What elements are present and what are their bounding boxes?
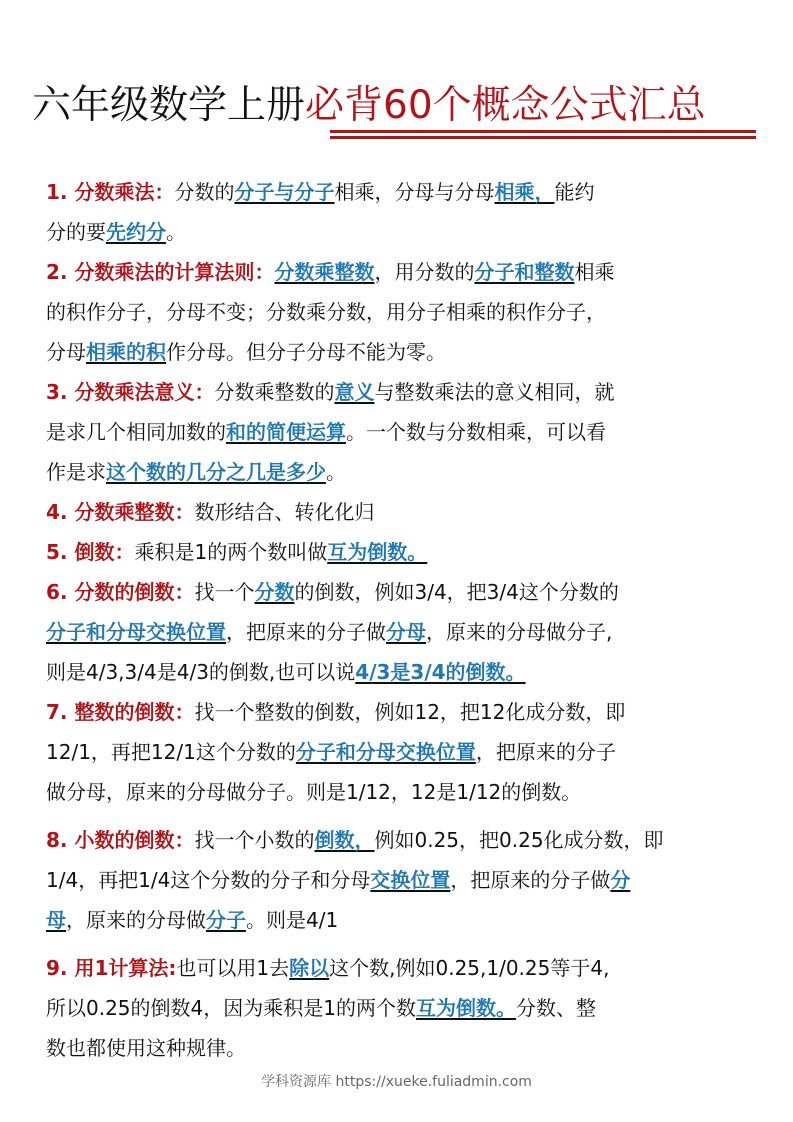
body-text: 的积作分子，分母不变；分数乘分数，用分子相乘的积作分子， [46,300,606,324]
body-text: 的倒数，例如3/4，把3/4这个分数的 [294,580,619,604]
body-text: 分母 [46,340,86,364]
concept-item [46,532,771,572]
page-title [32,78,706,134]
body-text: 能约 [554,180,595,204]
body-text: 作是求 [46,460,106,484]
concept-line [46,1028,771,1068]
key-term: 相乘的积 [86,340,166,364]
concept-line [46,452,771,492]
key-term: 4/3是3/4的倒数。 [355,660,526,684]
key-term: 分 [610,868,631,892]
body-text: 12/1，再把12/1这个分数的 [46,740,296,764]
concept-item [46,372,771,492]
key-term: 这个数的几分之几是多少 [106,460,326,484]
concept-item [46,572,771,692]
key-term: 分母 [386,620,426,644]
concept-line [46,692,771,732]
concept-item [46,252,771,372]
concept-item [46,692,771,820]
body-text: 找一个整数的倒数，例如12，把12化成分数，即 [194,700,626,724]
body-text: 例如0.25，把0.25化成分数，即 [374,828,664,852]
spacer [46,812,771,820]
body-text: 数形结合、转化化归 [194,500,375,524]
concept-line [46,332,771,372]
key-term: 分子和整数 [474,260,575,284]
concept-line [46,612,771,652]
body-text: 相乘，分母与分母 [334,180,495,204]
concept-line [46,412,771,452]
concept-list [46,172,771,1068]
concept-line [46,372,771,412]
concept-heading: 8. 小数的倒数： [46,828,195,852]
concept-line [46,292,771,332]
concept-line [46,860,771,900]
body-text: 与整数乘法的意义相同，就 [374,380,615,404]
body-text: 则是4/3,3/4是4/3的倒数,也可以说 [46,660,356,684]
body-text: 。一个数与分数相乘，可以看 [346,420,606,444]
key-term: 分子和分母交换位置 [295,740,476,764]
concept-line [46,172,771,212]
concept-heading: 3. 分数乘法意义： [46,380,215,404]
concept-item [46,492,771,532]
body-text: 找一个小数的 [194,828,315,852]
concept-line [46,820,771,860]
title-double-underline [330,130,756,139]
body-text: 。 [326,460,346,484]
body-text: 分数乘整数的 [214,380,335,404]
body-text: ，原来的分母做分子, [426,620,613,644]
body-text: 分数的 [174,180,235,204]
concept-line [46,732,771,772]
concept-heading: 2. 分数乘法的计算法则： [46,260,275,284]
key-term: 互为倒数。 [415,996,516,1020]
key-term: 先约分 [106,220,166,244]
concept-line [46,948,771,988]
concept-item [46,948,771,1068]
key-term: 分数乘整数 [274,260,375,284]
key-term: 分子与分子 [234,180,335,204]
body-text: ，把原来的分子 [475,740,616,764]
concept-heading: 6. 分数的倒数： [46,580,195,604]
body-text: ，用分数的 [374,260,475,284]
concept-item [46,820,771,948]
body-text: 也可以用1去 [176,956,290,980]
concept-line [46,572,771,612]
body-text: 1/4，再把1/4这个分数的分子和分母 [46,868,371,892]
body-text: 数也都使用这种规律。 [46,1036,246,1060]
key-term: 意义 [334,380,375,404]
concept-line [46,900,771,940]
concept-line [46,252,771,292]
concept-line [46,492,771,532]
underline-bottom [330,136,756,139]
concept-line [46,652,771,692]
body-text: 做分母，原来的分母做分子。则是1/12，12是1/12的倒数。 [46,780,582,804]
title-grade-part: 六年级数学上册 [32,83,306,128]
key-term: 相乘， [494,180,555,204]
key-term: 分子和分母交换位置 [46,620,226,644]
concept-line [46,772,771,812]
concept-heading: 5. 倒数： [46,540,135,564]
key-term: 分数 [254,580,295,604]
key-term: 倒数， [314,828,375,852]
concept-heading: 7. 整数的倒数： [46,700,195,724]
concept-line [46,212,771,252]
body-text: 。 [166,220,186,244]
body-text: 。则是4/1 [246,908,339,932]
body-text: 所以0.25的倒数4，因为乘积是1的两个数 [46,996,416,1020]
body-text: 相乘 [574,260,615,284]
body-text: 这个数,例如0.25,1/0.25等于4, [329,956,610,980]
underline-top [330,130,756,133]
footer-watermark: 学科资源库 https://xueke.fuliadmin.com [261,1074,532,1090]
body-text: 分数、整 [515,996,596,1020]
body-text: 作分母。但分子分母不能为零。 [166,340,446,364]
concept-line [46,532,771,572]
body-text: 找一个 [194,580,255,604]
body-text: 乘积是1的两个数叫做 [134,540,328,564]
body-text: ，把原来的分子做 [226,620,386,644]
body-text: ，原来的分母做 [66,908,206,932]
key-term: 分子 [206,908,246,932]
concept-heading: 4. 分数乘整数： [46,500,195,524]
body-text: 是求几个相同加数的 [46,420,226,444]
concept-heading: 1. 分数乘法： [46,180,175,204]
key-term: 和的简便运算 [226,420,346,444]
body-text: 分的要 [46,220,106,244]
concept-line [46,988,771,1028]
title-highlight-part: 必背60个概念公式汇总 [305,83,706,128]
spacer [46,940,771,948]
key-term: 互为倒数。 [327,540,428,564]
body-text: ，把原来的分子做 [450,868,611,892]
concept-item [46,172,771,252]
key-term: 除以 [289,956,330,980]
key-term: 母 [46,908,66,932]
key-term: 交换位置 [370,868,451,892]
concept-heading: 9. 用1计算法: [46,956,177,980]
